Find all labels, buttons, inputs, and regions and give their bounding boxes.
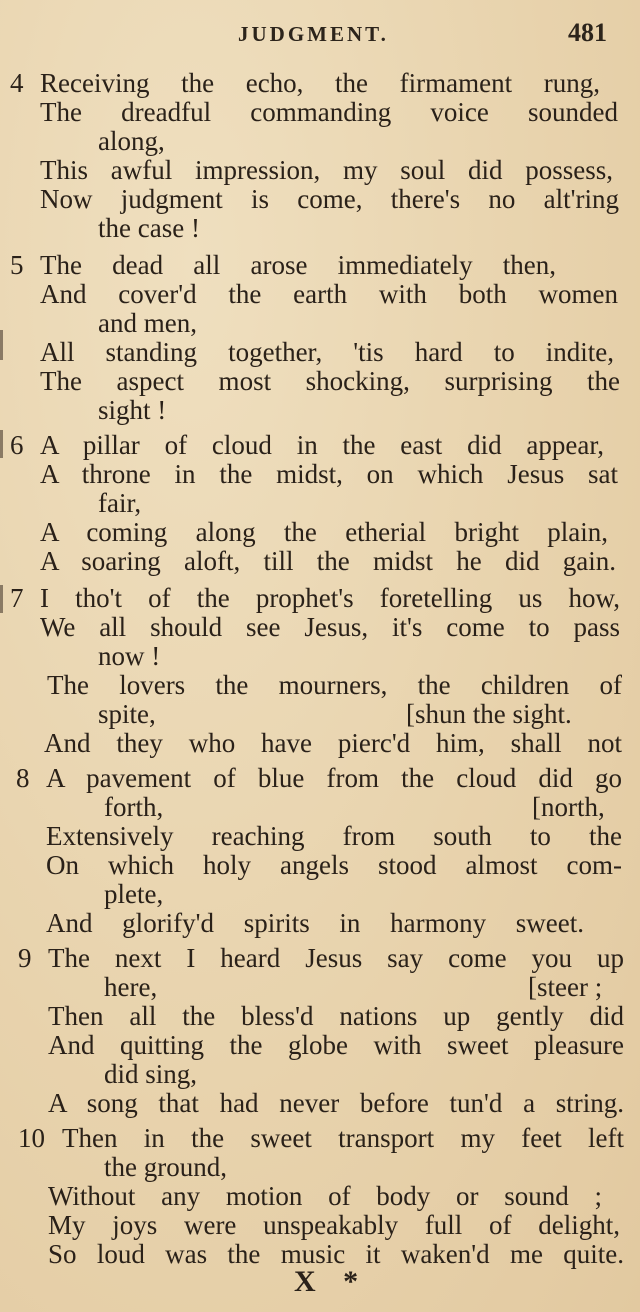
verse-line: the ground, bbox=[104, 1152, 227, 1182]
verse-line: The next I heard Jesus say come you up bbox=[48, 943, 624, 973]
verse-line-overflow: [steer ; bbox=[528, 972, 603, 1002]
page-header bbox=[0, 18, 640, 54]
verse-line: Extensively reaching from south to the bbox=[46, 821, 622, 851]
verse-line: along, bbox=[98, 126, 165, 156]
verse-line: The aspect most shocking, surprising the bbox=[40, 366, 620, 396]
stanza-number: 8 bbox=[16, 763, 30, 793]
verse-line: Without any motion of body or sound ; bbox=[48, 1181, 602, 1211]
page-edge-mark bbox=[0, 330, 3, 360]
verse-line: My joys were unspeakably full of delight, bbox=[48, 1210, 620, 1240]
stanza-number: 5 bbox=[10, 250, 24, 280]
verse-line: The lovers the mourners, the children of bbox=[47, 670, 622, 700]
running-head: JUDGMENT. bbox=[238, 22, 389, 46]
verse-line: fair, bbox=[98, 488, 142, 518]
verse-line: A pillar of cloud in the east did appear, bbox=[40, 430, 604, 460]
closing-ornament: X * bbox=[294, 1265, 369, 1298]
verse-line: spite, bbox=[98, 699, 156, 729]
verse-line: A song that had never before tun'd a string. bbox=[48, 1088, 624, 1118]
verse-line: forth, bbox=[104, 792, 164, 822]
verse-line: A pavement of blue from the cloud did go bbox=[46, 763, 622, 793]
verse-line: A coming along the etherial bright plain, bbox=[40, 517, 608, 547]
page-edge-mark bbox=[0, 430, 3, 458]
verse-line: The dead all arose immediately then, bbox=[40, 250, 556, 280]
stanza-number: 9 bbox=[18, 943, 32, 973]
verse-line: A soaring aloft, till the midst he did gain. bbox=[40, 546, 616, 576]
verse-line-overflow: [north, bbox=[532, 792, 605, 822]
verse-line: Now judgment is come, there's no alt'ring bbox=[40, 184, 619, 214]
verse-line: here, bbox=[104, 972, 158, 1002]
verse-line: And glorify'd spirits in harmony sweet. bbox=[46, 908, 584, 938]
stanza-number: 6 bbox=[10, 430, 24, 460]
verse-line: The dreadful commanding voice sounded bbox=[40, 97, 618, 127]
stanza-number: 4 bbox=[10, 68, 24, 98]
stanza-number: 10 bbox=[18, 1123, 45, 1153]
verse-line: All standing together, 'tis hard to indite, bbox=[40, 337, 614, 367]
verse-line: And quitting the globe with sweet pleasure bbox=[48, 1030, 624, 1060]
verse-line: did sing, bbox=[104, 1059, 198, 1089]
verse-line: Then all the bless'd nations up gently did bbox=[48, 1001, 624, 1031]
verse-line: And they who have pierc'd him, shall not bbox=[44, 728, 622, 758]
verse-line: This awful impression, my soul did possess, bbox=[40, 155, 613, 185]
verse-line: plete, bbox=[104, 879, 164, 909]
verse-line: now ! bbox=[98, 641, 161, 671]
verse-line: and men, bbox=[98, 308, 197, 338]
stanza-number: 7 bbox=[10, 583, 24, 613]
verse-line: I tho't of the prophet's foretelling us how, bbox=[40, 583, 620, 613]
verse-line: On which holy angels stood almost com- bbox=[46, 850, 622, 880]
verse-line: We all should see Jesus, it's come to pass bbox=[40, 612, 620, 642]
page-number: 481 bbox=[568, 18, 607, 47]
verse-line: And cover'd the earth with both women bbox=[40, 279, 618, 309]
verse-line: Then in the sweet transport my feet left bbox=[62, 1123, 624, 1153]
verse-line: A throne in the midst, on which Jesus sat bbox=[40, 459, 618, 489]
verse-line-overflow: [shun the sight. bbox=[406, 699, 572, 729]
verse-line: sight ! bbox=[98, 395, 167, 425]
verse-line: the case ! bbox=[98, 213, 200, 243]
verse-line: Receiving the echo, the firmament rung, bbox=[40, 68, 600, 98]
verse-line: So loud was the music it waken'd me quite. bbox=[48, 1239, 624, 1269]
page-edge-mark bbox=[0, 585, 3, 613]
